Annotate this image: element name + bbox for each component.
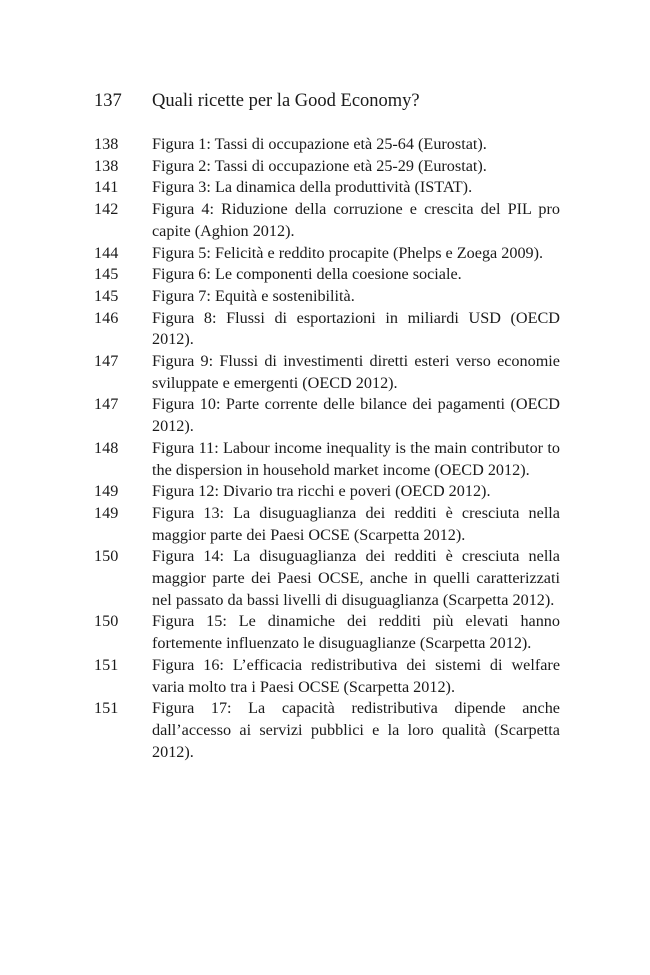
figure-page-number: 151 <box>94 655 119 674</box>
figure-page-number: 149 <box>94 482 119 501</box>
figure-entry <box>94 177 560 199</box>
figure-caption: Figura 2: Tassi di occupazione età 25-29 (Eurostat). <box>152 156 487 175</box>
figure-entry <box>94 156 560 178</box>
figure-index-page <box>94 88 560 763</box>
figure-entry <box>94 503 560 546</box>
figure-entry <box>94 655 560 698</box>
figure-entry <box>94 134 560 156</box>
figure-caption: Figura 7: Equità e sostenibilità. <box>152 286 355 305</box>
figure-caption: Figura 9: Flussi di investimenti diretti esteri verso economie sviluppate e emergenti (OECD 2012). <box>152 352 560 392</box>
figure-page-number: 146 <box>94 308 119 327</box>
figure-entry <box>94 546 560 611</box>
figure-entry <box>94 199 560 242</box>
figure-caption: Figura 17: La capacità redistributiva dipende anche dall’accesso ai servizi pubblici e la loro qualità (Scarpetta 2012). <box>152 699 560 761</box>
figure-page-number: 147 <box>94 352 119 371</box>
figure-page-number: 142 <box>94 200 119 219</box>
figure-entry <box>94 308 560 351</box>
figure-caption: Figura 15: Le dinamiche dei redditi più elevati hanno fortemente influenzato le disuguaglianze (Scarpetta 2012). <box>152 612 560 653</box>
figure-caption: Figura 16: L’efficacia redistributiva dei sistemi di welfare varia molto tra i Paesi OCSE (Scarpetta 2012). <box>152 655 560 696</box>
figure-caption: Figura 6: Le componenti della coesione sociale. <box>152 265 462 284</box>
figure-caption: Figura 8: Flussi di esportazioni in miliardi USD (OECD 2012). <box>152 308 560 349</box>
figure-page-number: 150 <box>94 612 119 631</box>
figure-entry <box>94 481 560 503</box>
figure-page-number: 151 <box>94 699 119 718</box>
figure-caption: Figura 3: La dinamica della produttività (ISTAT). <box>152 178 473 197</box>
figure-caption: Figura 4: Riduzione della corruzione e crescita del PIL pro capite (Aghion 2012). <box>152 200 560 240</box>
figure-page-number: 148 <box>94 438 119 457</box>
figure-entry <box>94 438 560 481</box>
section-heading <box>94 88 560 114</box>
figure-page-number: 145 <box>94 286 119 305</box>
figure-caption: Figura 13: La disuguaglianza dei redditi è cresciuta nella maggior parte dei Paesi OCSE (Scarpetta 2012). <box>152 503 560 544</box>
figure-caption: Figura 1: Tassi di occupazione età 25-64 (Eurostat). <box>152 135 487 153</box>
figure-caption: Figura 10: Parte corrente delle bilance dei pagamenti (OECD 2012). <box>152 395 560 436</box>
figure-entry <box>94 351 560 394</box>
figure-entry <box>94 394 560 437</box>
figure-entry <box>94 286 560 308</box>
figure-page-number: 138 <box>94 135 119 153</box>
figure-caption: Figura 11: Labour income inequality is the main contributor to the dispersion in household market income (OECD 2012). <box>152 438 560 479</box>
figure-list <box>94 134 560 763</box>
figure-page-number: 145 <box>94 265 119 284</box>
figure-entry <box>94 243 560 265</box>
figure-page-number: 144 <box>94 243 119 262</box>
figure-page-number: 149 <box>94 503 119 522</box>
figure-entry <box>94 698 560 763</box>
figure-page-number: 138 <box>94 156 119 175</box>
figure-entry <box>94 611 560 654</box>
figure-page-number: 147 <box>94 395 119 414</box>
figure-entry <box>94 264 560 286</box>
figure-caption: Figura 5: Felicità e reddito procapite (Phelps e Zoega 2009). <box>152 243 544 262</box>
section-page-number: 137 <box>94 91 122 111</box>
section-title: Quali ricette per la Good Economy? <box>152 91 420 111</box>
figure-page-number: 141 <box>94 178 119 197</box>
figure-page-number: 150 <box>94 547 119 566</box>
figure-caption: Figura 12: Divario tra ricchi e poveri (OECD 2012). <box>152 482 491 501</box>
figure-caption: Figura 14: La disuguaglianza dei redditi è cresciuta nella maggior parte dei Paesi OCSE, anche in quelli caratterizzati nel passato da bassi livelli di disuguaglianza (Scarpetta 2012). <box>152 547 560 609</box>
